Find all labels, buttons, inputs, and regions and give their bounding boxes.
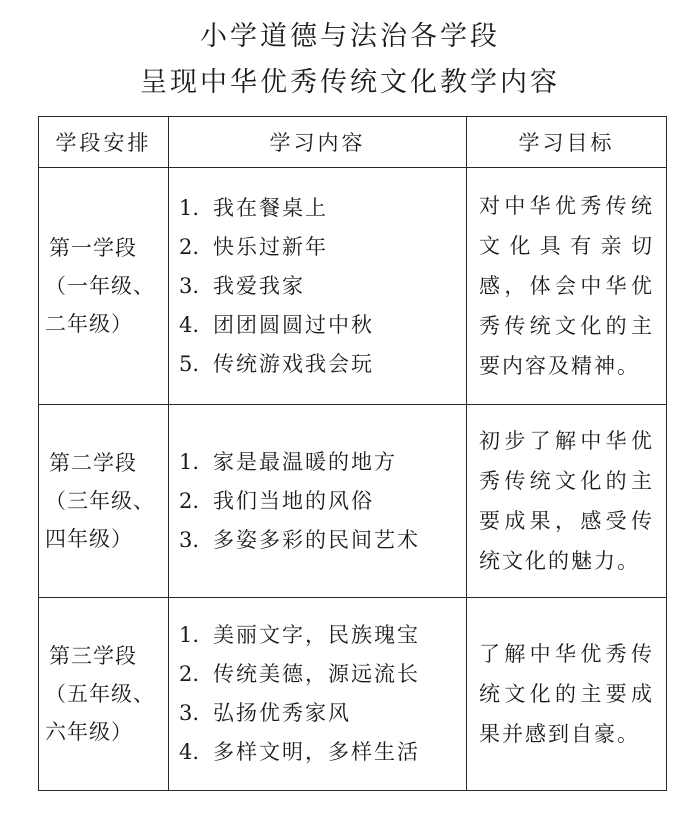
list-item <box>179 306 466 345</box>
topic-text: 多姿多彩的民间艺术 <box>213 527 420 552</box>
stage-cell <box>39 405 169 598</box>
header-goal: 学习目标 <box>467 117 667 168</box>
list-item <box>179 521 466 560</box>
stage-name: 第三学段 <box>49 644 137 668</box>
topic-text: 传统游戏我会玩 <box>213 351 374 376</box>
title-line-1: 小学道德与法治各学段 <box>200 21 500 52</box>
list-item <box>179 189 466 228</box>
list-item <box>179 443 466 482</box>
topic-list <box>179 443 466 560</box>
topics-cell <box>169 598 467 791</box>
topic-number: 4. <box>179 312 200 337</box>
topic-number: 4. <box>179 740 200 764</box>
stage-grades: （三年级、四年级） <box>45 489 155 551</box>
topic-text: 传统美德，源远流长 <box>213 662 420 686</box>
title-line-2: 呈现中华优秀传统文化教学内容 <box>140 67 560 98</box>
list-item <box>179 616 466 655</box>
header-stage: 学段安排 <box>39 117 169 168</box>
table-row <box>39 168 667 405</box>
table-header-row <box>39 117 667 168</box>
list-item <box>179 267 466 306</box>
topic-number: 3. <box>179 527 200 552</box>
goal-text: 了解中华优秀传统文化的主要成果并感到自豪。 <box>479 642 654 746</box>
topic-text: 我爱我家 <box>213 273 305 298</box>
topic-list <box>179 189 466 384</box>
list-item <box>179 655 466 694</box>
topic-number: 2. <box>179 662 200 686</box>
topics-cell <box>169 405 467 598</box>
topic-text: 快乐过新年 <box>213 234 328 259</box>
topic-number: 3. <box>179 273 200 298</box>
curriculum-table <box>38 116 667 791</box>
topic-text: 美丽文字，民族瑰宝 <box>213 623 420 647</box>
list-item <box>179 482 466 521</box>
stage-name: 第一学段 <box>49 236 137 260</box>
stage-grades: （一年级、二年级） <box>45 274 155 336</box>
topic-text: 团团圆圆过中秋 <box>213 312 374 337</box>
header-content: 学习内容 <box>169 117 467 168</box>
list-item <box>179 694 466 733</box>
table-row <box>39 405 667 598</box>
stage-cell <box>39 598 169 791</box>
goal-text: 初步了解中华优秀传统文化的主要成果，感受传统文化的魅力。 <box>479 429 654 573</box>
topic-number: 2. <box>179 488 200 513</box>
topic-text: 我们当地的风俗 <box>213 488 374 513</box>
goal-cell <box>467 168 667 405</box>
document-title <box>0 14 700 106</box>
goal-cell <box>467 405 667 598</box>
topic-number: 3. <box>179 701 200 725</box>
topic-list <box>179 616 466 772</box>
stage-grades: （五年级、六年级） <box>45 682 155 744</box>
topic-text: 家是最温暖的地方 <box>213 449 397 474</box>
topic-number: 1. <box>179 195 200 220</box>
topics-cell <box>169 168 467 405</box>
topic-number: 5. <box>179 351 200 376</box>
stage-name: 第二学段 <box>49 451 137 475</box>
topic-number: 1. <box>179 449 200 474</box>
topic-number: 1. <box>179 623 200 647</box>
goal-cell <box>467 598 667 791</box>
goal-text: 对中华优秀传统文化具有亲切感，体会中华优秀传统文化的主要内容及精神。 <box>479 194 654 378</box>
stage-cell <box>39 168 169 405</box>
topic-number: 2. <box>179 234 200 259</box>
topic-text: 我在餐桌上 <box>213 195 328 220</box>
topic-text: 多样文明，多样生活 <box>213 740 420 764</box>
list-item <box>179 733 466 772</box>
list-item <box>179 228 466 267</box>
list-item <box>179 345 466 384</box>
table-row <box>39 598 667 791</box>
topic-text: 弘扬优秀家风 <box>213 701 351 725</box>
